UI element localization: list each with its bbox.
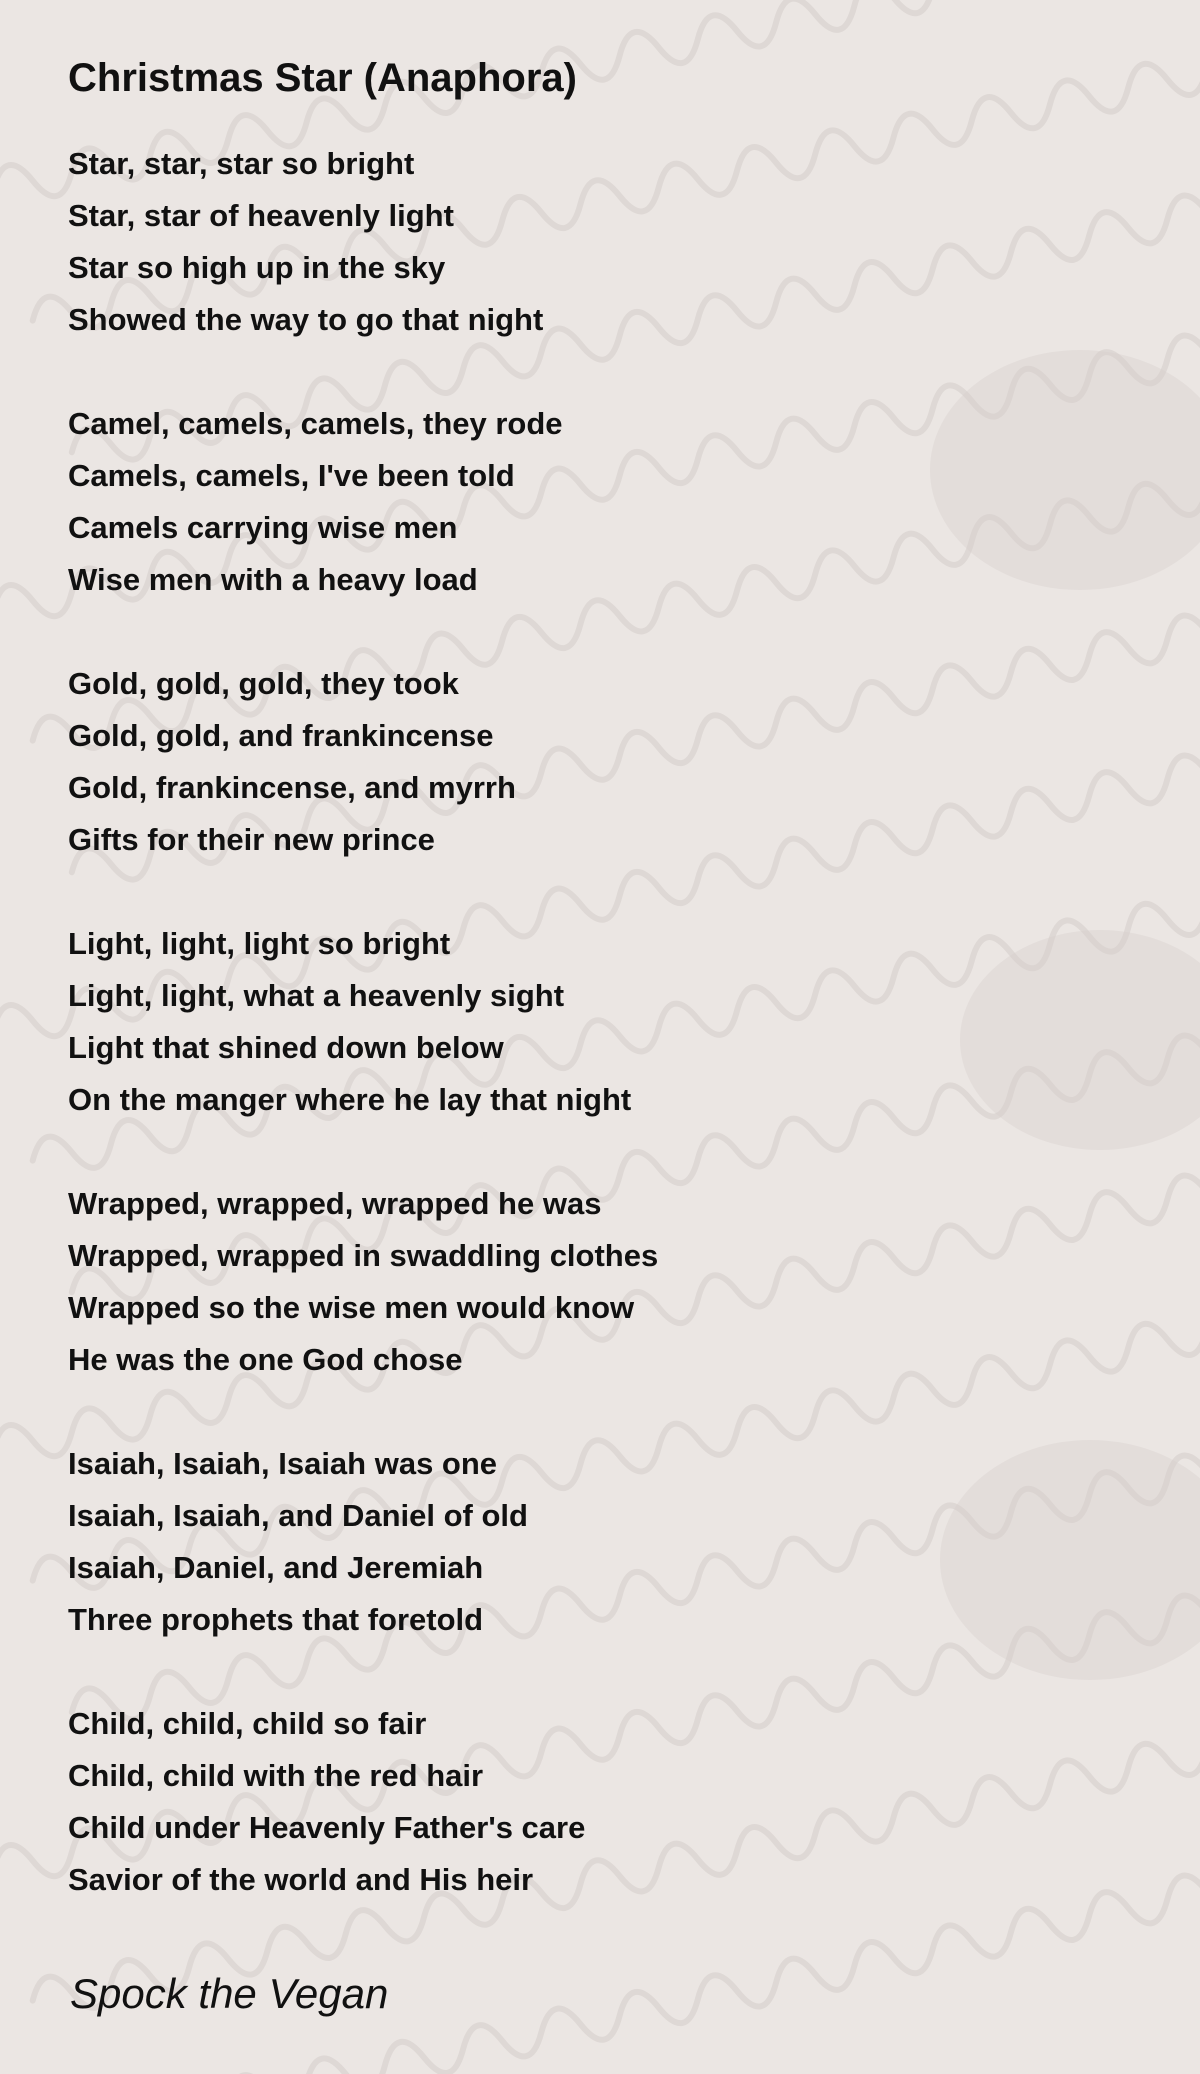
poem-line: Star so high up in the sky bbox=[68, 250, 446, 285]
poem-line: Child, child with the red hair bbox=[68, 1758, 484, 1793]
poem-line: Gifts for their new prince bbox=[68, 822, 435, 857]
stanza-2 bbox=[68, 398, 1148, 606]
poem-title: Christmas Star (Anaphora) bbox=[68, 56, 577, 100]
poem-line: Camels, camels, I've been told bbox=[68, 458, 515, 493]
poem-line: Gold, gold, gold, they took bbox=[68, 666, 459, 701]
stanza-6 bbox=[68, 1438, 1148, 1646]
poem-line: Light, light, what a heavenly sight bbox=[68, 978, 565, 1013]
poem-line: Isaiah, Isaiah, and Daniel of old bbox=[68, 1498, 528, 1533]
poem-line: Camels carrying wise men bbox=[68, 510, 458, 545]
stanza-5 bbox=[68, 1178, 1148, 1386]
poem-line: Wrapped, wrapped, wrapped he was bbox=[68, 1186, 602, 1221]
poem-container bbox=[68, 48, 1148, 1958]
poem-line: He was the one God chose bbox=[68, 1342, 463, 1377]
stanza-4 bbox=[68, 918, 1148, 1126]
poem-line: On the manger where he lay that night bbox=[68, 1082, 632, 1117]
stanza-7 bbox=[68, 1698, 1148, 1906]
poem-line: Three prophets that foretold bbox=[68, 1602, 484, 1637]
poem-line: Isaiah, Daniel, and Jeremiah bbox=[68, 1550, 484, 1585]
poem-body bbox=[68, 138, 1148, 1906]
poem-line: Showed the way to go that night bbox=[68, 302, 544, 337]
poem-line: Gold, frankincense, and myrrh bbox=[68, 770, 516, 805]
poem-line: Child under Heavenly Father's care bbox=[68, 1810, 586, 1845]
poem-line: Wise men with a heavy load bbox=[68, 562, 478, 597]
poem-line: Light that shined down below bbox=[68, 1030, 504, 1065]
poem-line: Star, star of heavenly light bbox=[68, 198, 454, 233]
poem-line: Star, star, star so bright bbox=[68, 146, 415, 181]
poem-line: Gold, gold, and frankincense bbox=[68, 718, 494, 753]
poem-line: Wrapped so the wise men would know bbox=[68, 1290, 635, 1325]
poem-line: Child, child, child so fair bbox=[68, 1706, 427, 1741]
poem-line: Camel, camels, camels, they rode bbox=[68, 406, 563, 441]
poem-author: Spock the Vegan bbox=[70, 1970, 389, 2017]
poem-line: Light, light, light so bright bbox=[68, 926, 451, 961]
poem-line: Savior of the world and His heir bbox=[68, 1862, 534, 1897]
poem-line: Isaiah, Isaiah, Isaiah was one bbox=[68, 1446, 498, 1481]
stanza-1 bbox=[68, 138, 1148, 346]
stanza-3 bbox=[68, 658, 1148, 866]
poem-line: Wrapped, wrapped in swaddling clothes bbox=[68, 1238, 659, 1273]
